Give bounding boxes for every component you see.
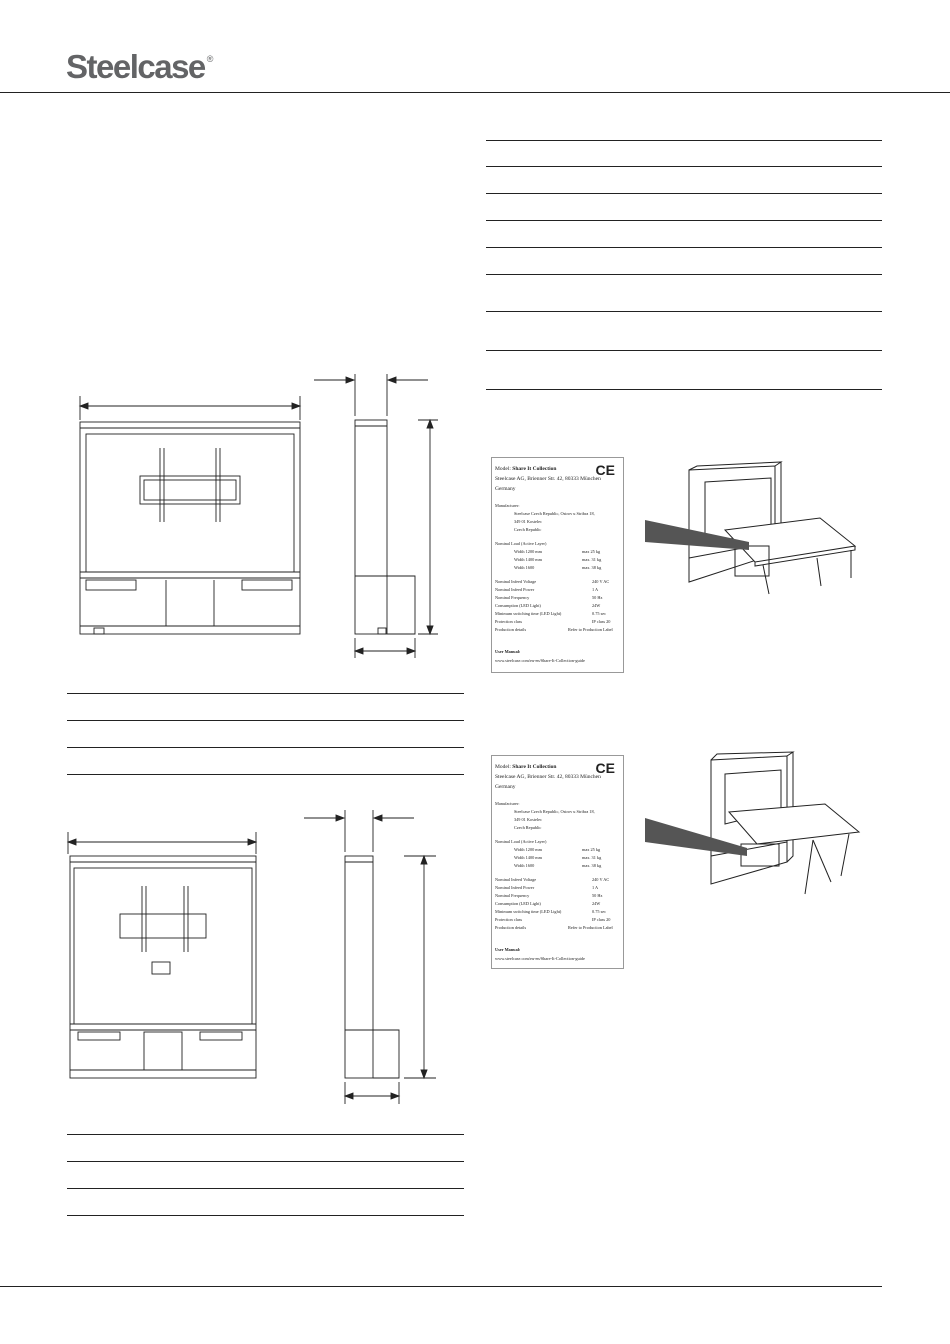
label-load-name: Width 1200 mm bbox=[514, 549, 542, 554]
label-model-prefix: Model: bbox=[495, 764, 511, 770]
table-rule bbox=[67, 1161, 464, 1162]
product-label-2 bbox=[491, 755, 624, 969]
registered-mark: ® bbox=[206, 54, 214, 64]
label-spec-value: 1 A bbox=[592, 587, 599, 592]
label-country: Germany bbox=[495, 486, 516, 492]
table-rule bbox=[67, 1188, 464, 1189]
table-rule bbox=[486, 389, 882, 390]
table-rule bbox=[486, 166, 882, 167]
label-spec-value: 50 Hz bbox=[592, 893, 603, 898]
table-rule bbox=[67, 1134, 464, 1135]
brand-logo bbox=[66, 48, 214, 86]
table-rule bbox=[67, 1215, 464, 1216]
perspective-drawing-2 bbox=[645, 752, 865, 902]
product-label-1 bbox=[491, 457, 624, 673]
label-load-heading: Nominal Load (Active Layer) bbox=[495, 839, 547, 844]
label-spec-name: Nominal Infeed Voltage bbox=[495, 579, 537, 584]
label-manufacturer-line: 349 01 Kostelec bbox=[514, 817, 542, 822]
label-load-value: max. 31 kg bbox=[582, 557, 602, 562]
perspective-drawing-1 bbox=[645, 462, 865, 602]
label-spec-name: Consumption (LED Light) bbox=[495, 901, 541, 906]
label-spec-value: 240 V AC bbox=[592, 579, 610, 584]
table-rule bbox=[486, 140, 882, 141]
label-manufacturer-heading: Manufacturer: bbox=[495, 801, 520, 806]
label-manual-heading: User Manual: bbox=[495, 649, 521, 654]
label-load-value: max. 38 kg bbox=[582, 863, 602, 868]
front-elevation-drawing-1 bbox=[70, 390, 320, 650]
ce-mark: CE bbox=[595, 462, 615, 478]
label-spec-value: 0.75 sec bbox=[592, 611, 607, 616]
label-spec-name: Nominal Frequency bbox=[495, 893, 530, 898]
label-manufacturer-line: Czech Republic bbox=[514, 825, 542, 830]
label-spec-value: 0.75 sec bbox=[592, 909, 607, 914]
label-load-name: Width 1400 mm bbox=[514, 557, 542, 562]
label-manual-heading: User Manual: bbox=[495, 947, 521, 952]
label-spec-name: Nominal Frequency bbox=[495, 595, 530, 600]
label-spec-name: Protection class bbox=[495, 619, 523, 624]
label-manufacturer-heading: Manufacturer: bbox=[495, 503, 520, 508]
label-load-heading: Nominal Load (Active Layer) bbox=[495, 541, 547, 546]
label-spec-name: Consumption (LED Light) bbox=[495, 603, 541, 608]
table-rule bbox=[486, 247, 882, 248]
label-spec-value: IP class 20 bbox=[592, 917, 611, 922]
label-manufacturer-line: Czech Republic bbox=[514, 527, 542, 532]
label-spec-value: 240 V AC bbox=[592, 877, 610, 882]
label-spec-value: 1 A bbox=[592, 885, 599, 890]
label-manufacturer-line: Steelcase Czech Republic, Ostrov u Stribra 18, bbox=[514, 511, 595, 516]
label-spec-value: Refer to Production Label bbox=[568, 627, 613, 632]
side-elevation-drawing-2 bbox=[300, 808, 450, 1108]
label-manufacturer-line: Steelcase Czech Republic, Ostrov u Stribra 18, bbox=[514, 809, 595, 814]
ce-mark: CE bbox=[595, 760, 615, 776]
label-spec-name: Minimum switching time (LED Light) bbox=[495, 909, 562, 914]
label-spec-name: Minimum switching time (LED Light) bbox=[495, 611, 562, 616]
label-load-name: Width 1200 mm bbox=[514, 847, 542, 852]
table-rule bbox=[67, 693, 464, 694]
label-address: Steelcase AG, Brienner Str. 42, 80333 München bbox=[495, 774, 601, 780]
table-rule bbox=[67, 774, 464, 775]
label-spec-value: IP class 20 bbox=[592, 619, 611, 624]
label-load-name: Width 1600 bbox=[514, 565, 535, 570]
table-rule bbox=[486, 311, 882, 312]
label-load-value: max. 31 kg bbox=[582, 855, 602, 860]
label-model: Share It Collection bbox=[512, 764, 557, 770]
label-load-value: max. 38 kg bbox=[582, 565, 602, 570]
front-elevation-drawing-2 bbox=[60, 826, 270, 1086]
footer-rule bbox=[0, 1286, 882, 1287]
label-load-value: max 25 kg bbox=[582, 847, 601, 852]
table-rule bbox=[486, 274, 882, 275]
label-spec-name: Protection class bbox=[495, 917, 523, 922]
label-manual-url: www.steelcase.com/eu-en/Share-It-Collection-guide bbox=[495, 956, 585, 961]
label-country: Germany bbox=[495, 784, 516, 790]
label-spec-value: 24W bbox=[592, 901, 601, 906]
label-address: Steelcase AG, Brienner Str. 42, 80333 München bbox=[495, 476, 601, 482]
label-model-prefix: Model: bbox=[495, 466, 511, 472]
label-spec-value: 24W bbox=[592, 603, 601, 608]
brand-name: Steelcase bbox=[66, 48, 205, 85]
label-load-name: Width 1600 bbox=[514, 863, 535, 868]
label-spec-name: Nominal Infeed Voltage bbox=[495, 877, 537, 882]
label-spec-name: Production details bbox=[495, 925, 527, 930]
label-manual-url: www.steelcase.com/eu-en/Share-It-Collection-guide bbox=[495, 658, 585, 663]
label-model: Share It Collection bbox=[512, 466, 557, 472]
table-rule bbox=[486, 193, 882, 194]
table-rule bbox=[67, 720, 464, 721]
side-elevation-drawing-1 bbox=[310, 372, 450, 662]
table-rule bbox=[486, 350, 882, 351]
label-spec-name: Nominal Infeed Power bbox=[495, 885, 535, 890]
label-spec-name: Production details bbox=[495, 627, 527, 632]
label-load-name: Width 1400 mm bbox=[514, 855, 542, 860]
label-load-value: max 25 kg bbox=[582, 549, 601, 554]
table-rule bbox=[486, 220, 882, 221]
table-rule bbox=[67, 747, 464, 748]
label-spec-value: Refer to Production Label bbox=[568, 925, 613, 930]
label-manufacturer-line: 349 01 Kostelec bbox=[514, 519, 542, 524]
label-spec-name: Nominal Infeed Power bbox=[495, 587, 535, 592]
header-rule bbox=[0, 92, 950, 93]
label-spec-value: 50 Hz bbox=[592, 595, 603, 600]
